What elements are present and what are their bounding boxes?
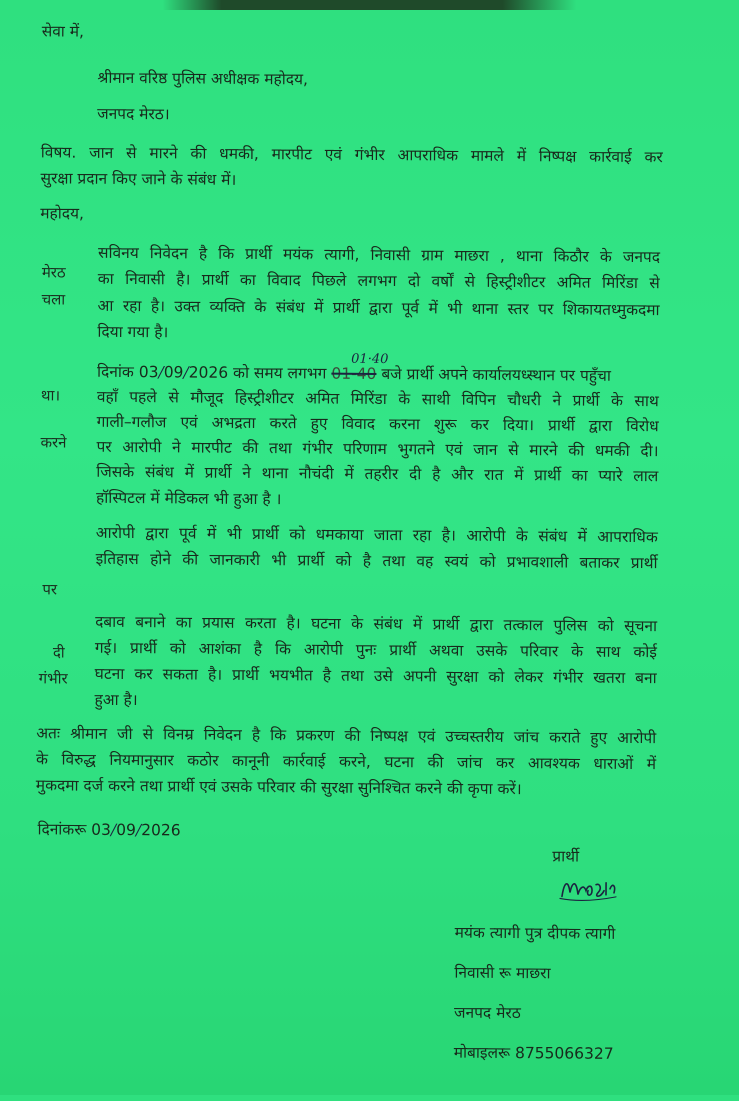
paragraph-4-line: हुआ है। [94,690,138,710]
date-year-text: 2026 को समय लगभग [188,363,327,383]
mobile-number: 8755066327 [514,1044,614,1063]
margin-note: पर [42,580,58,599]
paragraph-1-line: दिया गया है। [97,322,169,342]
subject-line-1: विषय. जान से मारने की धमकी, मारपीट एवं गंभीर आपराधिक मामले में निष्पक्ष कार्रवाई कर [40,143,663,167]
paragraph-3-line: आरोपी द्वारा पूर्व में भी प्रार्थी को धमकाया जाता रहा है। आरोपी के संबंध में आपराधिक [95,523,658,547]
paragraph-2-line: वहाँ पहले से मौजूद हिस्ट्रीशीटर अमित मिरिंडा के साथी विपिन चौधरी ने प्रार्थी के साथ [96,387,659,411]
margin-note: दी [52,643,65,662]
applicant-name: मयंक त्यागी पुत्र दीपक त्यागी [454,923,616,943]
applicant-district: जनपद मेरठ [453,1003,521,1023]
paragraph-5-line: मुकदमा दर्ज करने तथा प्रार्थी एवं उसके परिवार की सुरक्षा सुनिश्चित करने की कृपा करें। [35,776,522,799]
paragraph-1-line: सविनय निवेदन है कि प्रार्थी मयंक त्यागी, निवासी ग्राम माछरा , थाना किठौर के जनपद [97,243,661,267]
applicant-label: प्रार्थी [552,847,580,866]
applicant-mobile [454,1044,614,1063]
paragraph-1-line: आ रहा है। उक्त व्यक्ति के संबंध में प्रार्थी द्वारा पूर्व में भी थाना स्तर पर शिकायतध्मुकदमा [97,296,660,320]
margin-note: करने [40,433,67,452]
pen-overwrite-slash: / [135,821,142,840]
date-line [37,820,180,839]
salutation: सेवा में, [41,22,85,41]
applicant-residence: निवासी रू माछरा [454,963,551,983]
paragraph-4-line: दबाव बनाने का प्रयास करता है। घटना के संबंध में प्रार्थी द्वारा तत्काल पुलिस को सूचना [95,612,658,636]
time-suffix-text: बजे प्रार्थी अपने कार्यालयध्स्थान पर पहुँचा [381,365,611,385]
paragraph-1-line: का निवासी है। प्रार्थी का विवाद पिछले लगभग दो वर्षों से हिस्ट्रीशीटर अमित मिरिंडा से [97,269,660,293]
paragraph-5-line: के विरुद्ध नियमानुसार कठोर कानूनी कार्रवाई करने, घटना की जांच कर आवश्यक धाराओं में [35,750,657,774]
signature [556,868,620,909]
pen-overwrite-slash: / [110,820,117,839]
pen-overwrite-slash: / [183,363,189,382]
paragraph-2-line: पर आरोपी ने मारपीट की तथा गंभीर परिणाम भुगतने एवं जान से मारने की धमकी दी। [96,437,659,461]
greeting: महोदय, [40,204,85,223]
margin-note: गंभीर [38,669,68,688]
paragraph-2-line: जिसके संबंध में प्रार्थी ने थाना नौचंदी में तहरीर दी है और रात में प्रार्थी का प्यारे लाल [96,462,659,486]
date-month-text: 09 [163,363,184,382]
subject-line-2: सुरक्षा प्रदान किए जाने के संबंध में। [40,169,237,189]
margin-note: मेरठ [41,263,66,282]
paragraph-4-line: घटना कर सकता है। प्रार्थी भयभीत है तथा उसे अपनी सुरक्षा को लेकर गंभीर खतरा बना [94,664,657,688]
date-day-text: दिनांक 03 [97,362,159,382]
paragraph-2-line: गाली–गलौज एवं अभद्रता करते हुए विवाद करना शुरू कर दिया। प्रार्थी द्वारा विरोध [96,412,659,436]
mobile-label: मोबाइलरू [453,1043,511,1063]
margin-note: चला [41,290,66,309]
pen-overwrite-slash: / [158,363,164,382]
paragraph-5-line: अतः श्रीमान जी से विनम्र निवेदन है कि प्रकरण की निष्पक्ष एवं उच्चस्तरीय जांच कराते हुए आरोपी [36,724,657,748]
paragraph-2-line: हॉस्पिटल में मेडिकल भी हुआ है । [96,488,282,509]
date-prefix: दिनांकरू 03 [37,820,112,839]
margin-note: था। [40,386,61,405]
date-year: 2026 [141,821,181,840]
paragraph-4-line: गई। प्रार्थी को आशंका है कि आरोपी पुनः प्रार्थी अथवा उसके परिवार के साथ कोई [94,638,657,662]
date-month: 09 [116,820,136,840]
struck-time: 01-40 [331,364,377,383]
handwritten-time: 01·40 [351,351,389,368]
addressee-line-1: श्रीमान वरिष्ठ पुलिस अधीक्षक महोदय, [97,68,309,89]
paragraph-3-line: इतिहास होने की जानकारी भी प्रार्थी को है तथा वह स्वयं को प्रभावशाली बताकर प्रार्थी [95,549,658,573]
addressee-line-2: जनपद मेरठ। [97,104,170,124]
